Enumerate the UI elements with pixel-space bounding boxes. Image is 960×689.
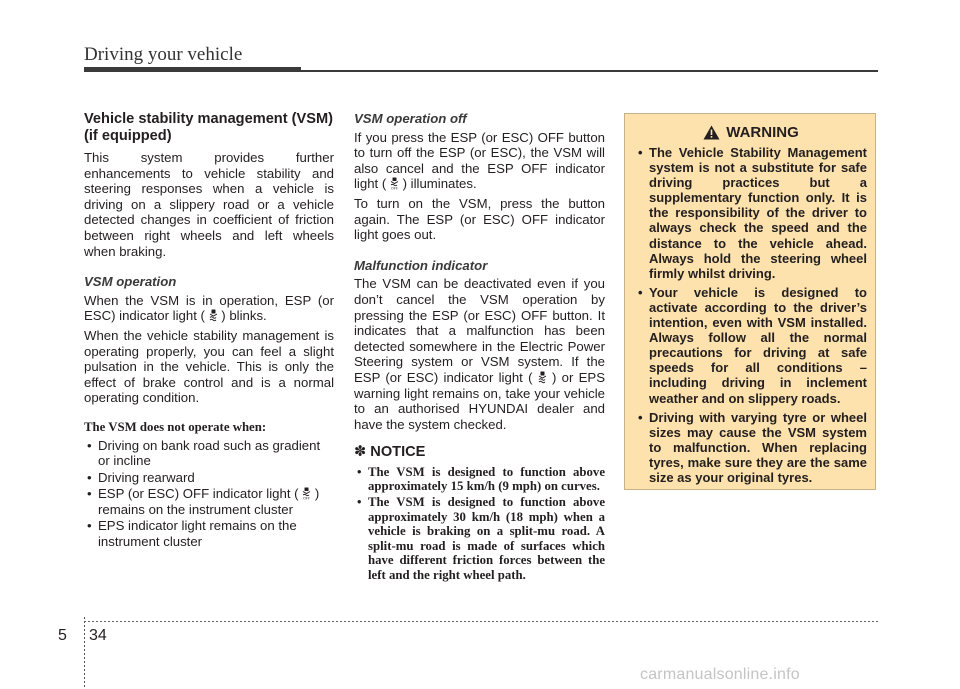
svg-text:OFF: OFF (391, 186, 398, 191)
list-item: • Driving rearward (84, 470, 334, 486)
warning-heading: WARNING (726, 124, 799, 141)
notice-heading: ✽ NOTICE (354, 444, 426, 461)
malfunction-heading: Malfunction indicator (354, 257, 488, 273)
footer-rule (84, 621, 878, 622)
esp-off-indicator-icon (302, 487, 311, 500)
vsm-off-paragraph-1: If you press the ESP (or ESC) OFF button to turn off the ESP (or ESC), the VSM will also cancel and the ESP OFF indicator light ( OFF ) illuminates. (354, 129, 605, 192)
svg-text:OFF: OFF (303, 496, 311, 501)
warning-header (635, 124, 867, 141)
middle-column (354, 111, 605, 584)
malfunction-paragraph: The VSM can be deactivated even if you don’t cancel the VSM operation by pressing the ESP (or ESC) OFF button. It indicates that a malfunction has been detected somewhere in the Electric Power Steering system or VSM system. If the ESP (or ESC) indicator light ( ) or EPS warning light remains on, take your vehicle to an authorised HYUNDAI dealer and have the system checked. (354, 276, 606, 432)
header-rule (301, 70, 878, 72)
esp-indicator-icon (209, 309, 218, 322)
notice-list (354, 465, 605, 583)
list-item: • Your vehicle is designed to activate according to the driver’s intention, even with VSM installed. Always follow all the normal precautions for driving at safe speeds for all conditions – including driving in inclement weather and on slippery roads. (635, 285, 867, 406)
list-item: • The Vehicle Stability Management system is not a substitute for safe driving practices but a supplementary function only. It is the responsibility of the driver to always check the speed and the distance to the vehicle ahead. Always hold the steering wheel firmly whilst driving. (635, 145, 867, 281)
watermark: carmanualsonline.info (640, 666, 800, 683)
esp-indicator-icon (538, 371, 547, 384)
esp-off-indicator-icon (390, 177, 399, 190)
vsm-off-heading: VSM operation off (354, 111, 467, 126)
list-item: • Driving on bank road such as gradient or incline (84, 438, 334, 469)
vsm-operation-paragraph-2: When the vehicle stability management is operating properly, you can feel a slight pulsation in the vehicle. This is only the effect of brake control and is a normal operating condition. (84, 327, 334, 406)
page-header-title: Driving your vehicle (84, 44, 243, 65)
warning-list (635, 145, 867, 485)
header-bar (84, 67, 301, 72)
vsm-operation-paragraph-1: When the VSM is in operation, ESP (or ESC) indicator light ( ) blinks. (84, 292, 334, 324)
page-number: 34 (89, 627, 107, 644)
list-item: • Driving with varying tyre or wheel sizes may cause the VSM system to malfunction. When replacing tyres, make sure they are the same size as your original tyres. (635, 410, 867, 485)
warning-box (624, 113, 876, 490)
list-item: • The VSM is designed to function above approximately 15 km/h (9 mph) on curves. (354, 465, 605, 494)
list-item: • The VSM is designed to function above approximately 30 km/h (18 mph) when a vehicle is braking on a split-mu road. A split-mu road is made of surfaces which have different friction forces between the left and the right wheel path. (354, 495, 605, 583)
left-column (84, 111, 334, 551)
not-operate-list (84, 438, 334, 550)
list-item: • EPS indicator light remains on the instrument cluster (84, 518, 334, 549)
chapter-number: 5 (58, 627, 67, 644)
vsm-off-paragraph-2: To turn on the VSM, press the button again. The ESP (or ESC) OFF indicator light goes out. (354, 195, 605, 243)
intro-paragraph: This system provides further enhancements to vehicle stability and steering responses when a vehicle is driving on a slippery road or a vehicle detected changes in coefficient of friction between right wheels and left wheels when braking. (84, 150, 334, 259)
list-item: • ESP (or ESC) OFF indicator light ( OFF ) remains on the instrument cluster (84, 486, 334, 517)
footer-divider (84, 617, 85, 689)
not-operate-heading: The VSM does not operate when: (84, 419, 267, 434)
warning-triangle-icon (703, 125, 720, 140)
section-heading: Vehicle stability management (VSM) (if equipped) (84, 111, 333, 144)
vsm-operation-heading: VSM operation (84, 274, 177, 290)
